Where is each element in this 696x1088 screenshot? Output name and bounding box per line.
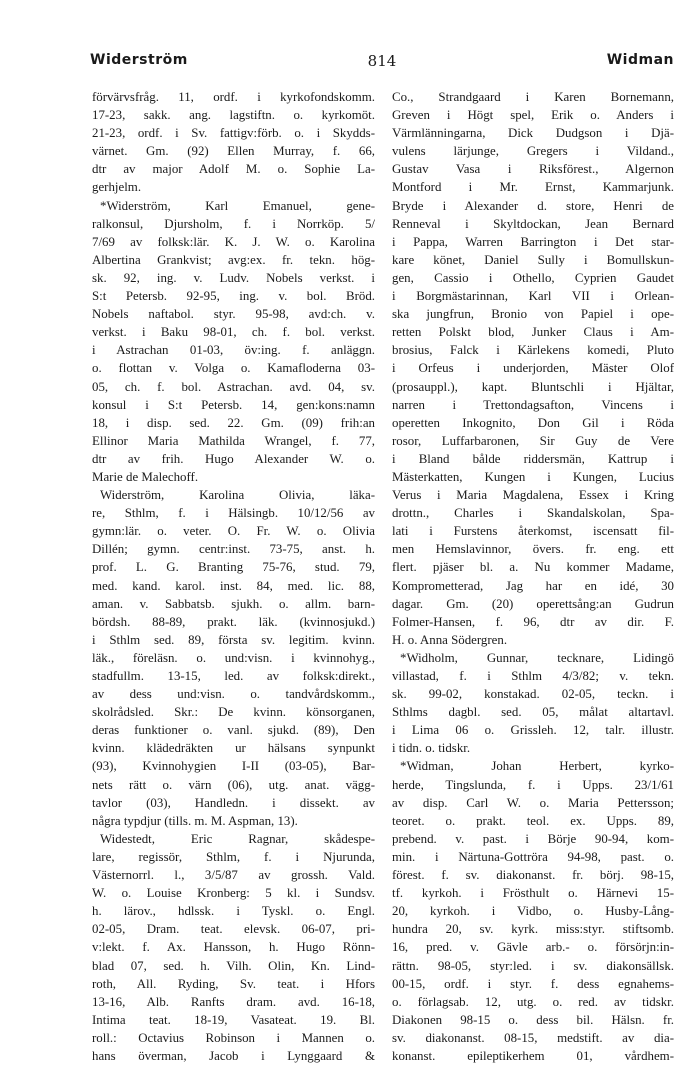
text-line: herde, Tingslunda, f. i Upps. 23/1/61	[392, 777, 674, 792]
text-line: *Widerström, Karl Emanuel, gene-	[100, 198, 375, 213]
text-line: i Bland bålde riddersmän, Kattrup i	[392, 451, 674, 466]
text-line: prebend. v. past. i Börje 90-94, kom-	[392, 831, 674, 846]
text-line: Renneval i Skyltdockan, Jean Bernard	[392, 216, 674, 231]
text-line: roth, All. Ryding, Sv. teat. i Hfors	[92, 976, 375, 991]
text-line: hundra 20, sv. kyrk. miss:styr. stiftsomb.	[392, 922, 674, 937]
page-number: 814	[367, 52, 397, 70]
text-line: *Widman, Johan Herbert, kyrko-	[400, 759, 674, 774]
text-line: 02-05, Dram. teat. elevsk. 06-07, pri-	[92, 922, 375, 937]
text-line: Dillén; gymn. centr:inst. 73-75, anst. h.	[92, 542, 375, 557]
text-line: Sthlms dagbl. sed. 05, målat altartavl.	[392, 705, 674, 720]
text-line: 7/69 av folksk:lär. K. J. W. o. Karolina	[92, 234, 375, 249]
text-line: rosor, Luffarbaronen, Sir Guy de Vere	[392, 433, 674, 448]
text-line: i Orfeus i underjorden, Mäster Olof	[392, 361, 674, 376]
text-line: deras funktioner o. vanl. sjukd. (89), Den	[92, 723, 375, 738]
text-line: Värmlänningarna, Dick Dudgson i Djä-	[392, 126, 674, 141]
text-line: (93), Kvinnohygien I-II (03-05), Bar-	[92, 759, 375, 774]
text-line: dtr av major Adolf M. o. Sophie La-	[92, 162, 375, 177]
text-line: 13-16, Alb. Ranfts dram. avd. 16-18,	[92, 994, 375, 1009]
text-line: lati i Furstens återkomst, iscensatt fil-	[392, 524, 674, 539]
text-line: 00-15, ordf. i styr. f. dess egnahems-	[392, 976, 674, 991]
text-line: lare, regissör, Sthlm, f. i Njurunda,	[92, 849, 375, 864]
text-line: sk. 92, ing. v. Ludv. Nobels verkst. i	[92, 270, 375, 285]
text-line: Ellinor Maria Mathilda Wrangel, f. 77,	[92, 433, 375, 448]
text-line: några typdjur (tills. m. M. Aspman, 13).	[92, 813, 298, 828]
text-line: roll.: Octavius Robinson i Mannen o.	[92, 1030, 375, 1045]
text-line: dtr av frih. Hugo Alexander W. o.	[92, 451, 375, 466]
text-line: kare könet, Daniel Sully i Bomullskun-	[392, 252, 674, 267]
text-line: Intima teat. 18-19, Vasateat. 19. Bl.	[92, 1012, 375, 1027]
header-right-keyword: Widman	[606, 52, 674, 68]
text-line: verkst. i Baku 98-01, ch. f. bol. verkst.	[92, 325, 375, 340]
text-line: av disp. Carl W. o. Maria Pettersson;	[392, 795, 674, 810]
text-line: sv. diakonanst. 08-15, medstift. av dia-	[392, 1030, 674, 1045]
text-line: h. lärov., hdlssk. i Tyskl. o. Engl.	[92, 904, 375, 919]
text-line: 20, kyrkoh. i Vidbo, o. Husby-Lång-	[392, 904, 674, 919]
left-column	[92, 88, 375, 1068]
text-line: 16, pred. v. Gävle arb.- o. försörjn:in-	[392, 940, 674, 955]
text-line: nets rätt o. värn (06), utg. anat. vägg-	[92, 777, 375, 792]
text-line: narren i Trettondagsafton, Vincens i	[392, 397, 674, 412]
text-line: bördsh. 88-89, prakt. läk. (kvinnosjukd.)	[92, 614, 375, 629]
text-line: gymn:lär. o. veter. O. Fr. W. o. Olivia	[92, 524, 375, 539]
text-line: stadfullm. 13-15, led. av folksk:direkt.,	[92, 669, 375, 683]
text-line: ralkonsul, Djursholm, f. i Norrköp. 5/	[92, 216, 375, 231]
text-line: re, Sthlm, f. i Hälsingb. 10/12/56 av	[92, 506, 375, 521]
text-line: gen, Cassio i Othello, Cyprien Gaudet	[392, 270, 674, 285]
text-line: Västernorrl. l., 3/5/87 av grossh. Vald.	[92, 868, 375, 883]
text-line: i Pappa, Warren Barrington i Det star-	[392, 234, 674, 249]
text-line: Komprometterad, Jag har en idé, 30	[392, 578, 674, 593]
text-line: Diakonen 98-15 o. dess bil. Hälsn. fr.	[392, 1012, 674, 1027]
text-line: Bryde i Alexander d. store, Henri de	[392, 198, 674, 213]
text-line: sk. 99-02, konstakad. 02-05, teckn. i	[392, 687, 674, 702]
text-line: o. förlagsab. 12, utg. o. red. av tidskr.	[392, 994, 674, 1009]
header-left-keyword: Widerström	[90, 52, 188, 68]
text-line: teoret. o. prakt. teol. ex. Upps. 89,	[392, 813, 674, 828]
text-line: *Widholm, Gunnar, tecknare, Lidingö	[400, 650, 674, 665]
text-line: villastad, f. i Sthlm 4/3/82; v. tekn.	[392, 669, 674, 683]
text-line: prof. L. G. Branting 75-76, stud. 79,	[92, 560, 375, 575]
text-line: Marie de Malechoff.	[92, 469, 199, 484]
text-line: Albertina Grankvist; avg:ex. fr. tekn. hög-	[92, 252, 375, 267]
text-line: konsul i S:t Petersb. 14, gen:kons:namn	[92, 397, 375, 412]
text-line: 21-23, ordf. i Sv. fattigv:förb. o. i Skydds-	[92, 126, 375, 141]
text-line: Mästerkatten, Kungen i Kungen, Lucius	[392, 469, 674, 484]
text-line: Folmer-Hansen, f. 96, dtr av dir. F.	[392, 614, 674, 629]
right-column	[392, 88, 674, 1068]
text-line: Greven i Högt spel, Erik o. Anders i	[392, 108, 674, 123]
text-line: läk., föreläsn. o. und:visn. i kvinnohyg.,	[92, 650, 375, 665]
text-line: v:lekt. f. Ax. Hansson, h. Hugo Rönn-	[92, 940, 375, 955]
text-line: Widestedt, Eric Ragnar, skådespe-	[100, 831, 375, 846]
text-line: retten Polskt blod, Junker Claus i Am-	[392, 325, 674, 340]
text-line: min. i Närtuna-Gottröra 94-98, past. o.	[392, 849, 674, 864]
text-line: o. flottan v. Volga o. Kamafloderna 03-	[92, 361, 375, 376]
text-line: gerhjelm.	[92, 180, 142, 195]
text-line: i Astrachan 01-03, öv:ing. f. anläggn.	[92, 343, 375, 358]
text-line: dagar. Gm. (20) operettsång:an Gudrun	[392, 596, 674, 611]
text-line: konanst. epileptikerhem 01, vårdhem-	[392, 1048, 674, 1063]
text-line: tavlor (03), Handledn. i dissekt. av	[92, 795, 375, 810]
text-line: skolrådsled. Skr.: De kvinn. könsorganen,	[92, 705, 375, 720]
text-line: i tidn. o. tidskr.	[392, 741, 471, 756]
text-line: vulens lärjunge, Gregers i Vildand.,	[392, 144, 674, 159]
text-line: aman. v. Sabbatsb. sjukh. o. allm. barn-	[92, 596, 375, 611]
text-line: (prosauppl.), kapt. Bluntschli i Hjältar,	[392, 379, 674, 394]
text-line: drottn., Charles i Skandalskolan, Spa-	[392, 506, 674, 521]
text-line: flert. pjäser bl. a. Nu kommer Madame,	[392, 560, 674, 575]
text-line: hans överman, Jacob i Lynggaard &	[92, 1048, 375, 1063]
text-line: i Borgmästarinnan, Karl VII i Orlean-	[392, 289, 674, 304]
text-line: Gustav Vasa i Riksförest., Algernon	[392, 162, 674, 177]
text-line: brosius, Falck i Kärlekens komedi, Pluto	[392, 343, 674, 358]
text-line: tf. kyrkoh. i Frösthult o. Härnevi 15-	[392, 886, 674, 901]
text-line: Co., Strandgaard i Karen Bornemann,	[392, 90, 674, 104]
page-header	[90, 52, 674, 76]
text-line: av dess und:visn. o. tandvårdskomm.,	[92, 687, 375, 702]
text-line: 05, ch. f. bol. Astrachan. avd. 04, sv.	[92, 379, 375, 394]
text-line: Verus i Maria Magdalena, Essex i Kring	[392, 488, 674, 503]
text-line: värnet. Gm. (92) Ellen Murray, f. 66,	[92, 144, 375, 159]
text-line: förest. f. sv. diakonanst. fr. börj. 98-15,	[392, 868, 674, 883]
text-line: Nobels naftabol. styr. 95-98, avd:ch. v.	[92, 307, 375, 322]
text-line: 18, i disp. sed. 22. Gm. (09) frih:an	[92, 415, 375, 430]
text-line: ska jungfrun, Bronio von Papiel i ope-	[392, 307, 674, 322]
text-line: S:t Petersb. 92-95, ing. v. bol. Bröd.	[92, 289, 375, 304]
text-line: Widerström, Karolina Olivia, läka-	[100, 488, 375, 503]
text-line: men Hemslavinnor, övers. fr. eng. ett	[392, 542, 674, 557]
text-line: i Sthlm sed. 89, första sv. legitim. kvinn.	[92, 632, 375, 647]
text-line: blad 07, sed. h. Vilh. Olin, Kn. Lind-	[92, 958, 375, 973]
text-line: Montford i Mr. Ernst, Kammarjunk.	[392, 180, 674, 195]
text-line: W. o. Louise Kronberg: 5 kl. i Sundsv.	[92, 886, 375, 901]
text-line: 17-23, sakk. ang. lagstiftn. o. kyrkomöt.	[92, 108, 375, 123]
text-line: rättn. 98-05, styr:led. i sv. diakonsällsk.	[392, 958, 674, 973]
text-line: H. o. Anna Södergren.	[392, 632, 508, 647]
text-line: operetten Inkognito, Don Gil i Röda	[392, 415, 674, 430]
text-line: i Lima 06 o. Grissleh. 12, talr. illustr.	[392, 723, 674, 738]
text-line: med. kand. karol. inst. 84, med. lic. 88,	[92, 578, 375, 593]
text-line: förvärvsfråg. 11, ordf. i kyrkofondskomm.	[92, 90, 375, 104]
text-line: kvinn. klädedräkten ur hälsans synpunkt	[92, 741, 375, 756]
